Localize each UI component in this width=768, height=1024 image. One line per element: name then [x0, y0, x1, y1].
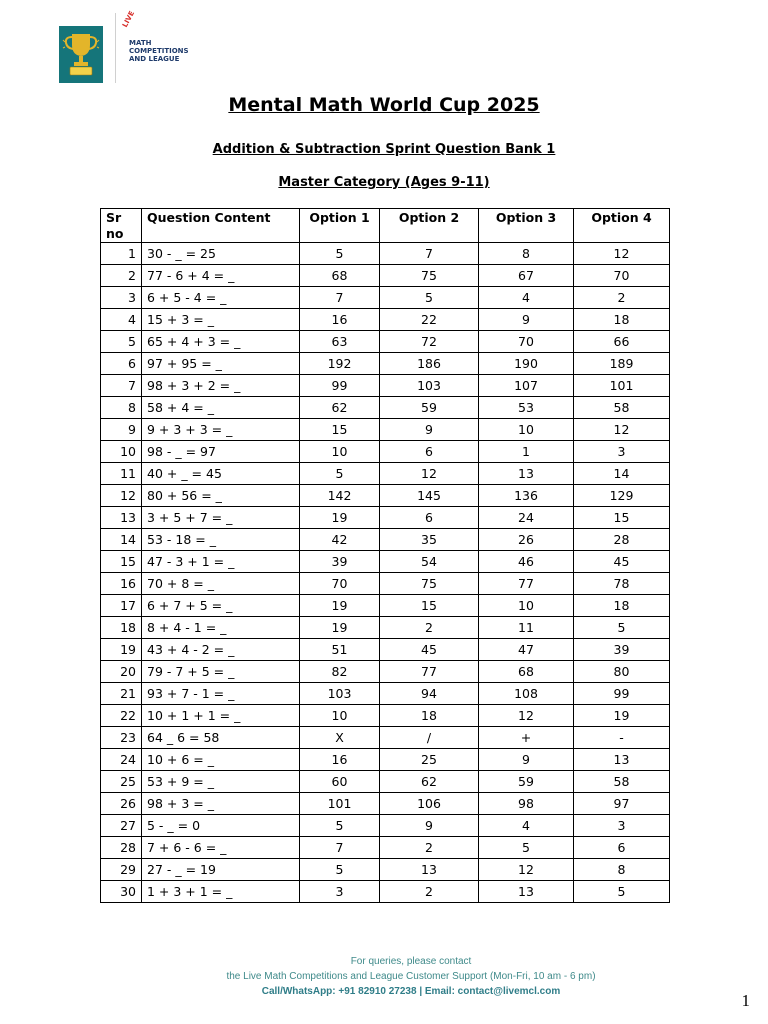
option-1-cell: 10 [300, 441, 380, 463]
option-1-cell: 60 [300, 771, 380, 793]
option-1-cell: 19 [300, 617, 380, 639]
sr-no-cell: 30 [101, 881, 142, 903]
sr-no-cell: 4 [101, 309, 142, 331]
table-header-row [101, 209, 670, 243]
option-2-cell: 13 [380, 859, 479, 881]
question-cell: 70 + 8 = _ [142, 573, 300, 595]
option-2-cell: 45 [380, 639, 479, 661]
header-option-2: Option 2 [380, 209, 479, 243]
option-1-cell: 103 [300, 683, 380, 705]
question-cell: 53 - 18 = _ [142, 529, 300, 551]
option-1-cell: 101 [300, 793, 380, 815]
option-3-cell: 59 [479, 771, 574, 793]
option-1-cell: 16 [300, 309, 380, 331]
table-row [101, 815, 670, 837]
option-4-cell: 5 [574, 617, 670, 639]
option-4-cell: 66 [574, 331, 670, 353]
question-cell: 1 + 3 + 1 = _ [142, 881, 300, 903]
table-row [101, 661, 670, 683]
option-3-cell: 1 [479, 441, 574, 463]
table-row [101, 771, 670, 793]
option-2-cell: 62 [380, 771, 479, 793]
option-1-cell: 82 [300, 661, 380, 683]
question-cell: 77 - 6 + 4 = _ [142, 265, 300, 287]
table-row [101, 507, 670, 529]
option-1-cell: 5 [300, 859, 380, 881]
table-row [101, 749, 670, 771]
sr-no-cell: 14 [101, 529, 142, 551]
option-2-cell: 75 [380, 573, 479, 595]
header-option-3: Option 3 [479, 209, 574, 243]
option-1-cell: 63 [300, 331, 380, 353]
option-4-cell: 6 [574, 837, 670, 859]
option-3-cell: 13 [479, 881, 574, 903]
option-1-cell: 19 [300, 507, 380, 529]
option-4-cell: 18 [574, 595, 670, 617]
option-4-cell: 39 [574, 639, 670, 661]
question-cell: 3 + 5 + 7 = _ [142, 507, 300, 529]
option-2-cell: 35 [380, 529, 479, 551]
table-row [101, 441, 670, 463]
header-question-content: Question Content [142, 209, 300, 243]
table-row [101, 529, 670, 551]
option-1-cell: 16 [300, 749, 380, 771]
sr-no-cell: 16 [101, 573, 142, 595]
option-2-cell: 145 [380, 485, 479, 507]
question-cell: 97 + 95 = _ [142, 353, 300, 375]
option-2-cell: / [380, 727, 479, 749]
page-subtitle: Addition & Subtraction Sprint Question Bank 1 [212, 142, 556, 157]
question-cell: 5 - _ = 0 [142, 815, 300, 837]
logo-live-text: LIVE [121, 9, 137, 29]
option-4-cell: 15 [574, 507, 670, 529]
page-title: Mental Math World Cup 2025 [228, 94, 540, 116]
sr-no-cell: 18 [101, 617, 142, 639]
question-cell: 6 + 7 + 5 = _ [142, 595, 300, 617]
option-3-cell: 136 [479, 485, 574, 507]
sr-no-cell: 24 [101, 749, 142, 771]
option-3-cell: 10 [479, 595, 574, 617]
category-heading: Master Category (Ages 9-11) [278, 175, 490, 190]
option-3-cell: 11 [479, 617, 574, 639]
question-cell: 79 - 7 + 5 = _ [142, 661, 300, 683]
option-4-cell: 19 [574, 705, 670, 727]
logo-divider [115, 13, 116, 83]
option-3-cell: 77 [479, 573, 574, 595]
option-1-cell: 7 [300, 837, 380, 859]
option-1-cell: 39 [300, 551, 380, 573]
table-row [101, 727, 670, 749]
option-4-cell: 58 [574, 771, 670, 793]
sr-no-cell: 23 [101, 727, 142, 749]
sr-no-cell: 13 [101, 507, 142, 529]
option-2-cell: 9 [380, 419, 479, 441]
header-sr-no: Sr no [101, 209, 142, 243]
option-2-cell: 103 [380, 375, 479, 397]
table-row [101, 705, 670, 727]
table-row [101, 243, 670, 265]
table-row [101, 265, 670, 287]
option-2-cell: 106 [380, 793, 479, 815]
option-3-cell: 12 [479, 859, 574, 881]
question-cell: 98 + 3 + 2 = _ [142, 375, 300, 397]
sr-no-cell: 8 [101, 397, 142, 419]
option-1-cell: 42 [300, 529, 380, 551]
option-1-cell: 62 [300, 397, 380, 419]
sr-no-cell: 15 [101, 551, 142, 573]
option-2-cell: 15 [380, 595, 479, 617]
table-row [101, 881, 670, 903]
option-2-cell: 77 [380, 661, 479, 683]
question-cell: 27 - _ = 19 [142, 859, 300, 881]
option-3-cell: 98 [479, 793, 574, 815]
option-3-cell: 10 [479, 419, 574, 441]
option-2-cell: 2 [380, 881, 479, 903]
option-2-cell: 6 [380, 441, 479, 463]
option-1-cell: 15 [300, 419, 380, 441]
option-4-cell: 18 [574, 309, 670, 331]
table-row [101, 859, 670, 881]
option-1-cell: 5 [300, 243, 380, 265]
option-2-cell: 2 [380, 617, 479, 639]
footer-phone-email-line: Call/WhatsApp: +91 82910 27238 | Email: contact@livemcl.com [261, 986, 561, 997]
sr-no-cell: 27 [101, 815, 142, 837]
option-1-cell: X [300, 727, 380, 749]
option-3-cell: 4 [479, 815, 574, 837]
sr-no-cell: 26 [101, 793, 142, 815]
question-cell: 58 + 4 = _ [142, 397, 300, 419]
option-1-cell: 5 [300, 463, 380, 485]
sr-no-cell: 28 [101, 837, 142, 859]
option-1-cell: 51 [300, 639, 380, 661]
option-2-cell: 94 [380, 683, 479, 705]
option-4-cell: 80 [574, 661, 670, 683]
page-number: 1 [741, 991, 750, 1010]
option-4-cell: 70 [574, 265, 670, 287]
sr-no-cell: 12 [101, 485, 142, 507]
option-3-cell: 108 [479, 683, 574, 705]
option-4-cell: 99 [574, 683, 670, 705]
question-cell: 6 + 5 - 4 = _ [142, 287, 300, 309]
option-3-cell: 46 [479, 551, 574, 573]
option-2-cell: 75 [380, 265, 479, 287]
sr-no-cell: 5 [101, 331, 142, 353]
question-cell: 40 + _ = 45 [142, 463, 300, 485]
table-row [101, 551, 670, 573]
option-4-cell: 3 [574, 815, 670, 837]
question-cell: 65 + 4 + 3 = _ [142, 331, 300, 353]
option-4-cell: 129 [574, 485, 670, 507]
option-4-cell: 78 [574, 573, 670, 595]
logo [59, 9, 189, 83]
option-4-cell: 12 [574, 243, 670, 265]
option-2-cell: 2 [380, 837, 479, 859]
question-table [100, 208, 670, 903]
question-cell: 64 _ 6 = 58 [142, 727, 300, 749]
sr-no-cell: 10 [101, 441, 142, 463]
option-4-cell: 3 [574, 441, 670, 463]
option-2-cell: 5 [380, 287, 479, 309]
table-row [101, 287, 670, 309]
table-row [101, 617, 670, 639]
option-1-cell: 192 [300, 353, 380, 375]
option-1-cell: 10 [300, 705, 380, 727]
table-row [101, 639, 670, 661]
question-cell: 10 + 1 + 1 = _ [142, 705, 300, 727]
option-1-cell: 3 [300, 881, 380, 903]
table-row [101, 397, 670, 419]
question-cell: 9 + 3 + 3 = _ [142, 419, 300, 441]
question-cell: 43 + 4 - 2 = _ [142, 639, 300, 661]
sr-no-cell: 22 [101, 705, 142, 727]
option-1-cell: 142 [300, 485, 380, 507]
option-4-cell: 8 [574, 859, 670, 881]
sr-no-cell: 11 [101, 463, 142, 485]
question-cell: 53 + 9 = _ [142, 771, 300, 793]
table-row [101, 463, 670, 485]
option-1-cell: 19 [300, 595, 380, 617]
sr-no-cell: 2 [101, 265, 142, 287]
sr-no-cell: 25 [101, 771, 142, 793]
option-1-cell: 99 [300, 375, 380, 397]
option-3-cell: 4 [479, 287, 574, 309]
option-4-cell: 5 [574, 881, 670, 903]
table-row [101, 419, 670, 441]
footer-support-line: the Live Math Competitions and League Customer Support (Mon-Fri, 10 am - 6 pm) [226, 971, 596, 982]
option-3-cell: 9 [479, 749, 574, 771]
option-2-cell: 9 [380, 815, 479, 837]
question-cell: 10 + 6 = _ [142, 749, 300, 771]
option-3-cell: 8 [479, 243, 574, 265]
option-4-cell: 45 [574, 551, 670, 573]
table-row [101, 595, 670, 617]
question-cell: 7 + 6 - 6 = _ [142, 837, 300, 859]
table-row [101, 375, 670, 397]
footer-contact-line: For queries, please contact [350, 956, 472, 967]
option-4-cell: 12 [574, 419, 670, 441]
table-row [101, 485, 670, 507]
option-3-cell: + [479, 727, 574, 749]
option-3-cell: 13 [479, 463, 574, 485]
option-4-cell: 97 [574, 793, 670, 815]
sr-no-cell: 1 [101, 243, 142, 265]
option-2-cell: 25 [380, 749, 479, 771]
option-4-cell: 58 [574, 397, 670, 419]
option-4-cell: 101 [574, 375, 670, 397]
option-3-cell: 70 [479, 331, 574, 353]
header-option-4: Option 4 [574, 209, 670, 243]
option-2-cell: 22 [380, 309, 479, 331]
table-row [101, 573, 670, 595]
option-2-cell: 18 [380, 705, 479, 727]
sr-no-cell: 6 [101, 353, 142, 375]
table-row [101, 353, 670, 375]
question-cell: 80 + 56 = _ [142, 485, 300, 507]
option-4-cell: 189 [574, 353, 670, 375]
sr-no-cell: 7 [101, 375, 142, 397]
option-4-cell: 13 [574, 749, 670, 771]
option-1-cell: 70 [300, 573, 380, 595]
option-3-cell: 12 [479, 705, 574, 727]
header-option-1: Option 1 [300, 209, 380, 243]
trophy-icon [59, 26, 103, 83]
option-3-cell: 67 [479, 265, 574, 287]
question-cell: 30 - _ = 25 [142, 243, 300, 265]
sr-no-cell: 19 [101, 639, 142, 661]
question-cell: 8 + 4 - 1 = _ [142, 617, 300, 639]
table-row [101, 331, 670, 353]
option-1-cell: 5 [300, 815, 380, 837]
option-3-cell: 24 [479, 507, 574, 529]
option-3-cell: 9 [479, 309, 574, 331]
table-row [101, 837, 670, 859]
question-cell: 15 + 3 = _ [142, 309, 300, 331]
option-4-cell: - [574, 727, 670, 749]
option-3-cell: 26 [479, 529, 574, 551]
option-2-cell: 12 [380, 463, 479, 485]
option-2-cell: 186 [380, 353, 479, 375]
sr-no-cell: 9 [101, 419, 142, 441]
sr-no-cell: 17 [101, 595, 142, 617]
option-3-cell: 5 [479, 837, 574, 859]
option-2-cell: 54 [380, 551, 479, 573]
sr-no-cell: 29 [101, 859, 142, 881]
question-cell: 98 + 3 = _ [142, 793, 300, 815]
table-row [101, 309, 670, 331]
question-cell: 93 + 7 - 1 = _ [142, 683, 300, 705]
table-body [101, 243, 670, 903]
option-1-cell: 7 [300, 287, 380, 309]
option-3-cell: 47 [479, 639, 574, 661]
sr-no-cell: 3 [101, 287, 142, 309]
option-2-cell: 59 [380, 397, 479, 419]
option-2-cell: 7 [380, 243, 479, 265]
option-3-cell: 107 [479, 375, 574, 397]
option-2-cell: 72 [380, 331, 479, 353]
sr-no-cell: 20 [101, 661, 142, 683]
question-cell: 98 - _ = 97 [142, 441, 300, 463]
option-4-cell: 28 [574, 529, 670, 551]
option-3-cell: 53 [479, 397, 574, 419]
logo-brand-text: MATH COMPETITIONS AND LEAGUE [129, 39, 189, 63]
table-row [101, 793, 670, 815]
option-4-cell: 2 [574, 287, 670, 309]
option-4-cell: 14 [574, 463, 670, 485]
option-2-cell: 6 [380, 507, 479, 529]
sr-no-cell: 21 [101, 683, 142, 705]
option-1-cell: 68 [300, 265, 380, 287]
trophy-logo-box [59, 26, 103, 83]
table-row [101, 683, 670, 705]
question-cell: 47 - 3 + 1 = _ [142, 551, 300, 573]
option-3-cell: 190 [479, 353, 574, 375]
option-3-cell: 68 [479, 661, 574, 683]
